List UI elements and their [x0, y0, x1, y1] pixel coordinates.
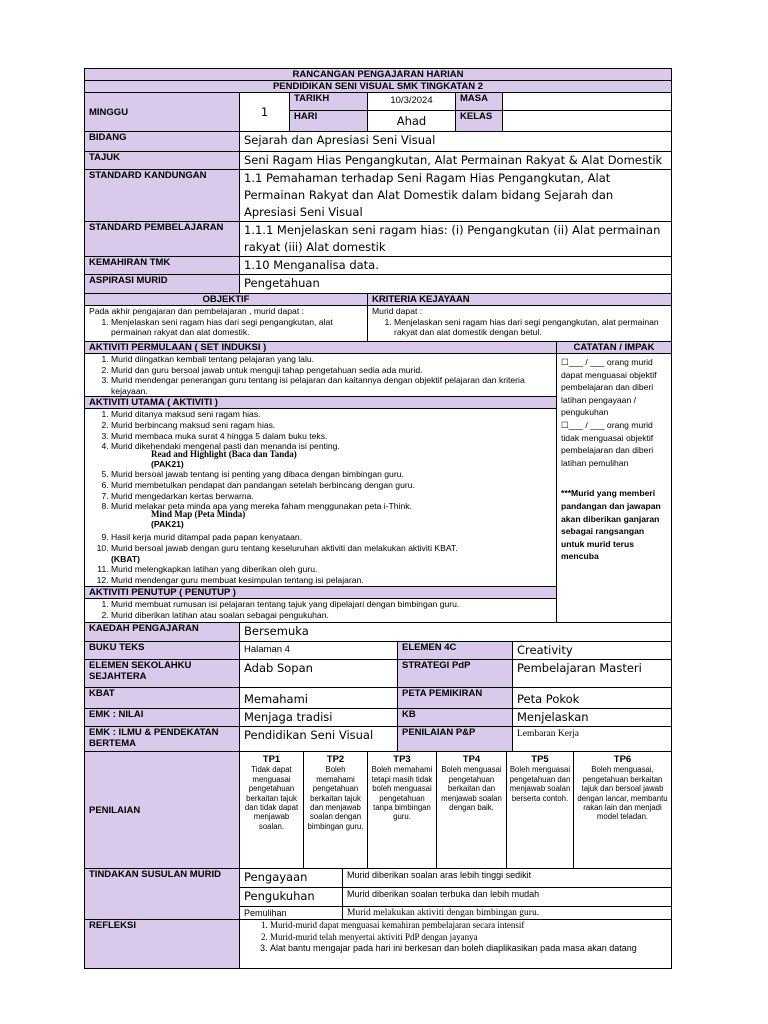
- pnp-label: PENILAIAN P&P: [398, 727, 513, 752]
- tp3-cell: [368, 752, 437, 869]
- susulan-desc: Murid diberikan soalan aras lebih tinggi sedikit: [343, 869, 672, 888]
- kbat-label: KBAT: [85, 688, 240, 709]
- objektif-body: [85, 306, 368, 342]
- tp5-title: TP5: [531, 754, 549, 766]
- catatan-achieved: ☐___ / ___ orang murid dapat menguasai objektif pembelajaran dan diberi latihan pengayaan / pengukuhan: [561, 357, 657, 418]
- utama-item: 10. Murid bersoal jawab dengan guru tentang keseluruhan aktiviti dan melakukan aktiviti KBAT.: [111, 543, 552, 554]
- objective-table: [84, 293, 672, 342]
- catatan-header: CATATAN / IMPAK: [557, 342, 672, 354]
- objektif-intro: Pada akhir pengajaran dan pembelajaran , murid dapat :: [89, 306, 304, 316]
- page-title: RANCANGAN PENGAJARAN HARIAN: [85, 69, 672, 81]
- peta-value: Peta Pokok: [513, 688, 672, 709]
- tp6-title: TP6: [613, 754, 632, 766]
- kaedah-value: Bersemuka: [240, 623, 672, 642]
- buku-label: BUKU TEKS: [85, 642, 240, 660]
- tp2-text: Boleh memahami pengetahuan berkaitan tajuk dan menjawab soalan dengan bimbingan guru.: [307, 765, 364, 831]
- nilai-label: EMK : NILAI: [85, 709, 240, 727]
- pnp-value: Lembaran Kerja: [513, 727, 672, 752]
- tp1-text: Tidak dapat menguasai pengetahuan berkaitan tajuk dan tidak dapat menjawab soalan.: [244, 765, 299, 831]
- tp3-title: TP3: [393, 754, 411, 766]
- permulaan-item: 2. Murid dan guru bersoal jawab untuk menguji tahap pengetahuan sedia ada murid.: [111, 365, 552, 376]
- kb-label: KB: [398, 709, 513, 727]
- aspirasi-label: ASPIRASI MURID: [85, 275, 240, 294]
- kriteria-body: [368, 306, 672, 342]
- nilai-value: Menjaga tradisi: [240, 709, 398, 727]
- activity-table: [84, 341, 672, 623]
- sp-label: STANDARD PEMBELAJARAN: [85, 222, 240, 257]
- objektif-header: OBJEKTIF: [85, 294, 368, 306]
- minggu-label: MINGGU: [85, 93, 240, 132]
- tmk-value: 1.10 Menganalisa data.: [240, 257, 672, 275]
- masa-value: [503, 93, 672, 111]
- utama-item: 7. Murid mengedarkan kertas berwarna.: [111, 491, 552, 502]
- susulan-desc: Murid melakukan aktiviti dengan bimbingan guru.: [343, 907, 672, 920]
- refleksi-item: 3. Alat bantu mengajar pada hari ini berkesan dan boleh diaplikasikan pada masa akan datang: [270, 943, 667, 955]
- sejahtera-label: ELEMEN SEKOLAHKU SEJAHTERA: [85, 660, 240, 688]
- info-table: [84, 131, 672, 294]
- susulan-type: Pemulihan: [240, 907, 343, 920]
- kbat-value: Memahami: [240, 688, 398, 709]
- masa-label: MASA: [456, 93, 503, 111]
- note-mind-map: Mind Map (Peta Minda): [151, 508, 246, 519]
- tarikh-label: TARIKH: [290, 93, 368, 111]
- objektif-item: 1. Menjelaskan seni ragam hias dari segi pengangkutan, alat permainan rakyat dan alat domestik.: [111, 317, 363, 338]
- tp1-cell: [240, 752, 304, 869]
- note-read-highlight: Read and Highlight (Baca dan Tanda): [151, 448, 297, 459]
- catatan-body: [557, 354, 672, 623]
- buku-value: Halaman 4: [240, 642, 398, 660]
- susulan-type: Pengukuhan: [240, 888, 343, 907]
- page-subtitle: PENDIDIKAN SENI VISUAL SMK TINGKATAN 2: [85, 81, 672, 93]
- susulan-desc: Murid diberikan soalan terbuka dan lebih mudah: [343, 888, 672, 907]
- penutup-header: AKTIVITI PENUTUP ( PENUTUP ): [85, 587, 557, 599]
- hari-value: Ahad: [368, 111, 456, 132]
- susulan-table: [84, 868, 672, 920]
- elemen4c-value: Creativity: [513, 642, 672, 660]
- susulan-label: TINDAKAN SUSULAN MURID: [85, 869, 240, 920]
- minggu-value: 1: [240, 93, 290, 132]
- utama-body: [85, 409, 557, 587]
- kriteria-intro: Murid dapat :: [372, 306, 423, 316]
- permulaan-header: AKTIVITI PERMULAAN ( SET INDUKSI ): [85, 342, 557, 354]
- note-kbat: (KBAT): [111, 553, 140, 564]
- kaedah-label: KAEDAH PENGAJARAN: [85, 623, 240, 642]
- tp6-text: Boleh menguasai, pengetahuan berkaitan tajuk dan bersoal jawab dengan lancar, membantu rakan lain dan menjadi model teladan.: [577, 765, 668, 822]
- refleksi-label: REFLEKSI: [85, 920, 240, 969]
- permulaan-body: [85, 354, 557, 397]
- utama-item: 6. Murid membetulkan pendapat dan pandangan setelah berbincang dengan guru.: [111, 480, 552, 491]
- utama-item: 8. Murid melakar peta minda apa yang mereka faham menggunakan peta i-Think.: [111, 501, 552, 512]
- tp2-cell: [304, 752, 368, 869]
- bidang-value: Sejarah dan Apresiasi Seni Visual: [240, 132, 672, 152]
- utama-item: 5. Murid bersoal jawab tentang isi penting yang dibaca dengan bimbingan guru.: [111, 469, 552, 480]
- tp1-title: TP1: [262, 754, 281, 766]
- refleksi-table: [84, 919, 672, 969]
- penilaian-table: [84, 751, 672, 869]
- utama-item: 2. Murid berbincang maksud seni ragam hias.: [111, 420, 552, 431]
- tp6-cell: [574, 752, 672, 869]
- tp2-title: TP2: [326, 754, 345, 766]
- peta-label: PETA PEMIKIRAN: [398, 688, 513, 709]
- tajuk-value: Seni Ragam Hias Pengangkutan, Alat Permainan Rakyat & Alat Domestik: [240, 152, 672, 170]
- refleksi-item: 1. Murid-murid dapat menguasai kemahiran pembelajaran secara intensif: [270, 920, 667, 932]
- permulaan-item: 1. Murid diingatkan kembali tentang pelajaran yang lalu.: [111, 354, 552, 365]
- hari-label: HARI: [290, 111, 368, 132]
- kriteria-item: 1. Menjelaskan seni ragam hias dari segi pengangkutan, alat permainan rakyat dan alat domestik dengan betul.: [394, 317, 667, 338]
- tp4-cell: [437, 752, 507, 869]
- sejahtera-value: Adab Sopan: [240, 660, 398, 688]
- ilmu-value: Pendidikan Seni Visual: [240, 727, 398, 752]
- tajuk-label: TAJUK: [85, 152, 240, 170]
- tmk-label: KEMAHIRAN TMK: [85, 257, 240, 275]
- note-pak21-a: (PAK21): [151, 458, 184, 469]
- tp5-cell: [507, 752, 574, 869]
- tp4-title: TP4: [462, 754, 481, 766]
- utama-item: 11. Murid melengkapkan latihan yang diberikan oleh guru.: [111, 564, 552, 575]
- lesson-plan-sheet: [84, 68, 671, 969]
- aspirasi-value: Pengetahuan: [240, 275, 672, 294]
- utama-item: 12. Murid mendengar guru membuat kesimpulan tentang isi pelajaran.: [111, 575, 552, 586]
- header-table: [84, 68, 672, 132]
- utama-item: 9. Hasil kerja murid ditampal pada papan kenyataan.: [111, 532, 552, 543]
- kriteria-header: KRITERIA KEJAYAAN: [368, 294, 672, 306]
- strategi-label: STRATEGI PdP: [398, 660, 513, 688]
- penilaian-label: PENILAIAN: [85, 752, 240, 869]
- penutup-body: [85, 599, 557, 623]
- susulan-type: Pengayaan: [240, 869, 343, 888]
- bidang-label: BIDANG: [85, 132, 240, 152]
- refleksi-item: 2. Murid-murid telah menyertai aktiviti PdP dengan jayanya: [270, 932, 667, 944]
- strategi-value: Pembelajaran Masteri: [513, 660, 672, 688]
- catatan-not-achieved: ☐___ / ___ orang murid tidak menguasai objektif pembelajaran dan diberi latihan pemulihan: [561, 419, 654, 468]
- sp-value: 1.1.1 Menjelaskan seni ragam hias: (i) Pengangkutan (ii) Alat permainan rakyat (iii) Alat domestik: [240, 222, 672, 257]
- sk-label: STANDARD KANDUNGAN: [85, 170, 240, 222]
- permulaan-item: 3. Murid mendengar penerangan guru tentang isi pelajaran dan kaitannya dengan objektif pelajaran dan kriteria kejayaan.: [111, 375, 552, 396]
- note-pak21-b: (PAK21): [151, 518, 184, 529]
- tp4-text: Boleh menguasai pengetahuan berkaitan dan menjawab soalan dengan baik.: [441, 765, 502, 812]
- penutup-item: 1. Murid membuat rumusan isi pelajaran tentang tajuk yang dipelajari dengan bimbingan guru.: [111, 599, 552, 610]
- kelas-value: [503, 111, 672, 132]
- kb-value: Menjelaskan: [513, 709, 672, 727]
- utama-item: 3. Murid membaca muka surat 4 hingga 5 dalam buku teks.: [111, 431, 552, 442]
- ilmu-label: EMK : ILMU & PENDEKATAN BERTEMA: [85, 727, 240, 752]
- utama-header: AKTIVITI UTAMA ( AKTIVITI ): [85, 397, 557, 409]
- utama-item: 1. Murid ditanya maksud seni ragam hias.: [111, 409, 552, 420]
- catatan-reward-note: ***Murid yang memberi pandangan dan jawapan akan diberikan ganjaran sebagai rangsangan untuk murid terus mencuba: [561, 488, 661, 562]
- tp5-text: Boleh menguasai pengetahuan dan menjawab soalan berserta contoh.: [509, 765, 571, 803]
- sk-value: 1.1 Pemahaman terhadap Seni Ragam Hias Pengangkutan, Alat Permainan Rakyat dan Alat Domestik dalam bidang Sejarah dan Apresiasi Seni Visual: [240, 170, 672, 222]
- refleksi-body: [240, 920, 672, 969]
- elemen4c-label: ELEMEN 4C: [398, 642, 513, 660]
- bottom-table: [84, 622, 672, 752]
- tarikh-value: 10/3/2024: [368, 93, 456, 111]
- penutup-item: 2. Murid diberikan latihan atau soalan sebagai pengukuhan.: [111, 610, 552, 621]
- tp3-text: Boleh memahami tetapi masih tidak boleh menguasai pengetahuan tanpa bimbingan guru.: [371, 765, 433, 822]
- kelas-label: KELAS: [456, 111, 503, 132]
- utama-item: 4. Murid dikehendaki mengenal pasti dan menanda isi penting.: [111, 441, 552, 452]
